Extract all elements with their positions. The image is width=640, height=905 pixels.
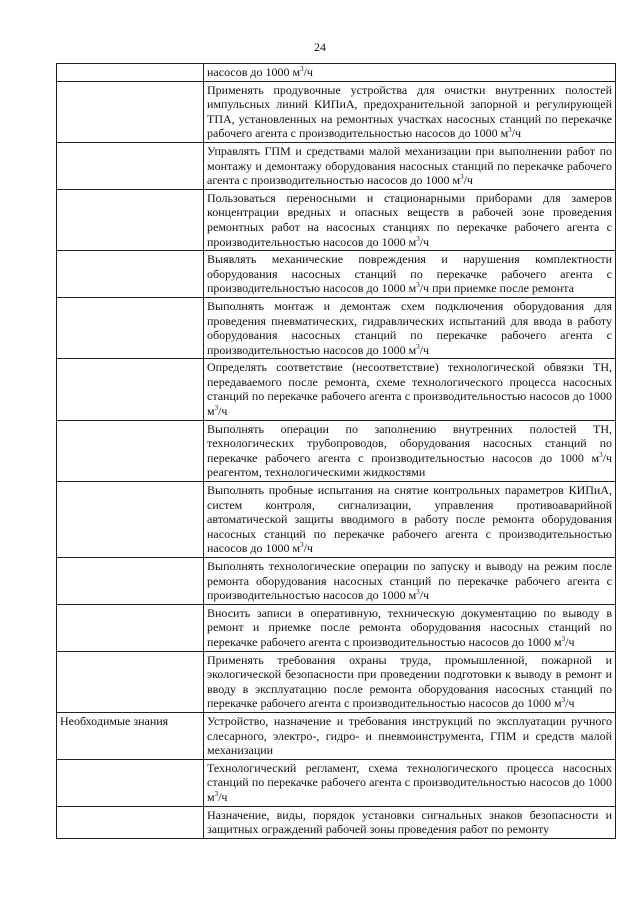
row-text-content: Пользоваться переносными и стационарными приборами для замеров концентрации вредных и опасных веществ в рабочей зоне проведения ремонтных работ на насосных станциях по перекачке рабочего агента с производительностью насосов до 1000 м — [207, 190, 612, 249]
table-row — [57, 806, 616, 838]
unit-superscript: 3 — [561, 696, 566, 705]
unit-superscript: 3 — [214, 404, 219, 413]
unit-superscript: 3 — [460, 173, 464, 182]
unit-suffix: /ч — [565, 634, 575, 649]
row-text — [204, 359, 616, 420]
row-text-content: Вносить записи в оперативную, техническую документацию по выводу в ремонт и приемке после ремонта оборудования насосных станций по перекачке рабочего агента с производительностью насосов до 1000 м — [207, 605, 612, 649]
unit-suffix: /ч — [419, 281, 430, 296]
table-row — [57, 759, 616, 806]
unit-suffix: /ч — [565, 696, 575, 711]
unit-superscript: 3 — [214, 789, 219, 798]
row-category — [57, 64, 204, 82]
table-row — [57, 142, 616, 189]
row-text-content: Выполнять операции по заполнению внутренних полостей ТН, технологических трубопроводов, оборудования насосных станций по перекачке рабочего агента с производительностью насосов до 1000 м — [207, 421, 612, 465]
row-text — [204, 482, 616, 558]
row-text — [204, 142, 616, 189]
table-row — [57, 359, 616, 420]
unit-suffix: /ч — [218, 404, 228, 419]
row-text-tail: при приемке после ремонта — [429, 281, 574, 296]
row-category — [57, 604, 204, 651]
row-text-content: Выполнять технологические операции по запуску и выводу на режим после ремонта оборудования насосных станций по перекачке рабочего агента с производительностью насосов до 1000 м — [207, 559, 612, 603]
unit-superscript: 3 — [416, 281, 420, 290]
unit-suffix: /ч — [463, 173, 473, 188]
unit-superscript: 3 — [416, 342, 420, 351]
row-category — [57, 420, 204, 481]
row-text-content: Определять соответствие (несоответствие) технологической обвязки ТН, передаваемого после ремонта, схеме технологического процесса насосных станций по перекачке рабочего агента с производительностью насосов до 1000 м — [207, 360, 612, 419]
row-text-content: Выполнять монтаж и демонтаж схем подключения оборудования для проведения пневматических, гидравлических испытаний для ввода в работу оборудования насосных станций по перекачке рабочего агента с производительностью насосов до 1000 м — [207, 298, 612, 357]
table-row — [57, 64, 616, 82]
page-number: 24 — [314, 40, 326, 54]
row-text — [204, 759, 616, 806]
table-row — [57, 189, 616, 250]
unit-superscript: 3 — [300, 541, 304, 550]
row-category — [57, 81, 204, 142]
row-text-tail: реагентом, технологическими жидкостями — [207, 465, 426, 480]
unit-suffix: /ч — [511, 126, 522, 141]
unit-superscript: 3 — [508, 126, 512, 135]
unit-suffix: /ч — [303, 541, 313, 556]
row-category — [57, 759, 204, 806]
row-text-content: Назначение, виды, порядок установки сигнальных знаков безопасности и защитных ограждений рабочей зоны проведения работ по ремонту — [207, 807, 612, 837]
row-text — [204, 558, 616, 605]
table-row — [57, 420, 616, 481]
row-category — [57, 297, 204, 358]
row-text-content: Устройство, назначение и требования инструкций по эксплуатации ручного слесарного, электро-, гидро- и пневмоинструмента, ГПМ и средств малой механизации — [207, 713, 612, 758]
row-text — [204, 297, 616, 358]
row-category — [57, 359, 204, 420]
table-row — [57, 651, 616, 712]
row-category — [57, 189, 204, 250]
unit-superscript: 3 — [561, 634, 566, 643]
unit-suffix: /ч — [419, 234, 430, 249]
row-category: Необходимые знания — [57, 712, 204, 759]
unit-suffix: /ч — [218, 789, 228, 804]
row-text-content: Выполнять пробные испытания на снятие контрольных параметров КИПиА, систем контроля, сигнализации, управления противоаварийной автоматической защиты вводимого в работу после ремонта оборудования насосных станций по перекачке рабочего агента с производительностью насосов до 1000 м — [207, 483, 612, 556]
unit-superscript: 3 — [599, 450, 603, 459]
table-row — [57, 712, 616, 759]
table-row — [57, 297, 616, 358]
row-text-content: Применять продувочные устройства для очистки внутренних полостей импульсных линий КИПиА, предохранительной запорной и регулирующей ТПА, установленных на ремонтных участках насосных станций по перекачке рабочего агента с производительностью насосов до 1000 м — [207, 82, 612, 141]
table-row — [57, 482, 616, 558]
row-text — [204, 81, 616, 142]
table-row — [57, 81, 616, 142]
row-text — [204, 251, 616, 298]
row-text — [204, 64, 616, 82]
row-text — [204, 651, 616, 712]
unit-suffix: /ч — [419, 342, 430, 357]
table-row — [57, 558, 616, 605]
row-category — [57, 558, 204, 605]
row-category — [57, 651, 204, 712]
row-text-content: Применять требования охраны труда, промышленной, пожарной и экологической безопасности при проведении подготовки к выводу в ремонт и вводу в эксплуатацию после ремонта оборудования насосных станций по перекачке рабочего агента с производительностью насосов до 1000 м — [207, 652, 612, 711]
unit-suffix: /ч — [303, 65, 313, 79]
table-row — [57, 604, 616, 651]
unit-superscript: 3 — [416, 588, 420, 597]
row-text — [204, 712, 616, 759]
unit-suffix: /ч — [419, 588, 430, 603]
unit-superscript: 3 — [416, 234, 420, 243]
row-text-content: Выявлять механические повреждения и нарушения комплектности оборудования насосных станций по перекачке рабочего агента с производительностью насосов до 1000 м — [207, 252, 612, 296]
row-text-content: насосов до 1000 м — [207, 65, 301, 79]
requirements-table — [56, 63, 616, 839]
row-text-content: Управлять ГПМ и средствами малой механизации при выполнении работ по монтажу и демонтажу оборудования насосных станций по перекачке рабочего агента с производительностью насосов до 1000 м — [207, 143, 612, 188]
unit-suffix: /ч — [602, 450, 612, 465]
row-text — [204, 604, 616, 651]
row-category — [57, 806, 204, 838]
row-text — [204, 189, 616, 250]
table-row — [57, 251, 616, 298]
row-text — [204, 420, 616, 481]
row-category — [57, 482, 204, 558]
row-category — [57, 142, 204, 189]
row-text — [204, 806, 616, 838]
unit-superscript: 3 — [300, 65, 304, 73]
row-category — [57, 251, 204, 298]
row-text-content: Технологический регламент, схема технологического процесса насосных станций по перекачке рабочего агента с производительностью насосов до 1000 м — [207, 760, 612, 804]
